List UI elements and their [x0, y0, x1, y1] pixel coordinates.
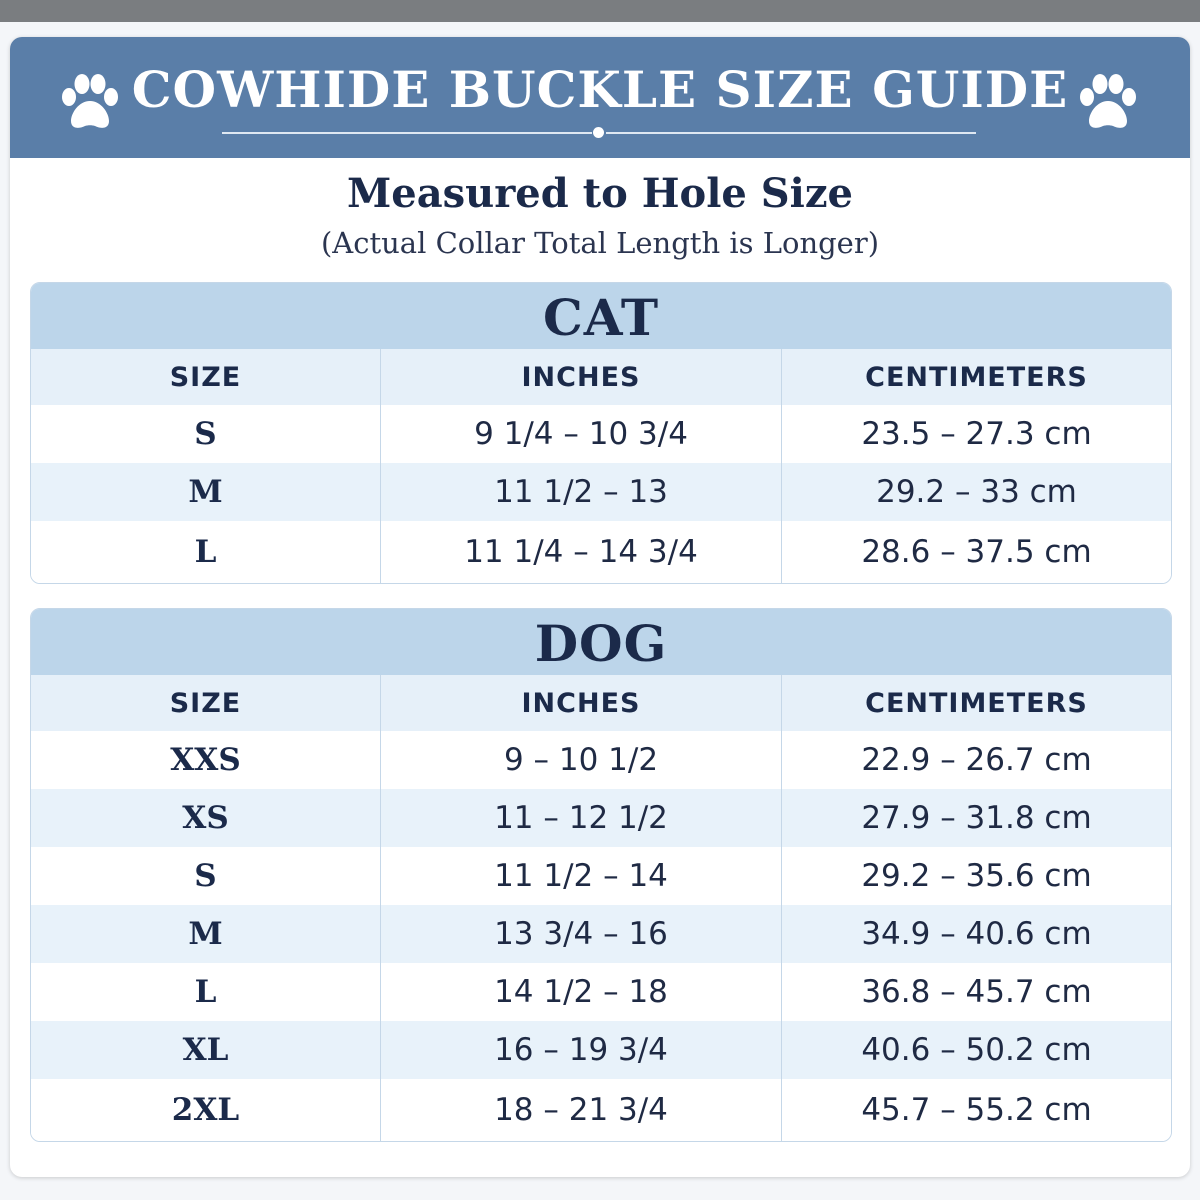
dog-section-title: DOG — [31, 609, 1171, 675]
column-header-size: SIZE — [31, 349, 381, 405]
column-header-centimeters: CENTIMETERS — [865, 361, 1088, 393]
inches-cell: 16 – 19 3/4 — [381, 1021, 782, 1079]
table-header-row — [31, 349, 1171, 405]
table-header-row — [31, 675, 1171, 731]
table-row — [31, 789, 1171, 847]
column-header-inches: INCHES — [381, 675, 782, 731]
size-cell: XS — [31, 789, 381, 847]
inches-cell: 14 1/2 – 18 — [381, 963, 782, 1021]
top-bar — [0, 0, 1200, 22]
size-cell: XL — [31, 1021, 381, 1079]
cat-section-title: CAT — [31, 283, 1171, 349]
centimeters-cell: 45.7 – 55.2 cm — [861, 1092, 1092, 1128]
centimeters-cell: 28.6 – 37.5 cm — [861, 534, 1092, 570]
table-row — [31, 1021, 1171, 1079]
table-row — [31, 405, 1171, 463]
centimeters-cell: 34.9 – 40.6 cm — [861, 916, 1092, 952]
inches-cell: 11 1/2 – 14 — [381, 847, 782, 905]
size-cell: XXS — [31, 731, 381, 789]
inches-cell: 11 1/4 – 14 3/4 — [381, 521, 782, 583]
size-cell: M — [31, 905, 381, 963]
inches-cell: 9 – 10 1/2 — [381, 731, 782, 789]
dog-size-table — [30, 608, 1172, 1142]
centimeters-cell: 29.2 – 33 cm — [876, 474, 1077, 510]
table-row — [31, 963, 1171, 1021]
page-title: COWHIDE BUCKLE SIZE GUIDE — [131, 60, 1069, 119]
size-cell: L — [31, 963, 381, 1021]
centimeters-cell: 36.8 – 45.7 cm — [861, 974, 1092, 1010]
inches-cell: 18 – 21 3/4 — [381, 1079, 782, 1141]
size-cell: L — [31, 521, 381, 583]
subtitle-note: (Actual Collar Total Length is Longer) — [320, 226, 880, 260]
column-header-size: SIZE — [31, 675, 381, 731]
table-row — [31, 731, 1171, 789]
inches-cell: 11 – 12 1/2 — [381, 789, 782, 847]
paw-icon — [1073, 67, 1143, 137]
size-guide-card — [10, 37, 1190, 1177]
centimeters-cell: 40.6 – 50.2 cm — [861, 1032, 1092, 1068]
centimeters-cell: 22.9 – 26.7 cm — [861, 742, 1092, 778]
header-banner — [10, 37, 1190, 158]
cat-size-table — [30, 282, 1172, 584]
subtitle: Measured to Hole Size — [346, 170, 854, 217]
size-cell: S — [31, 405, 381, 463]
inches-cell: 13 3/4 – 16 — [381, 905, 782, 963]
size-cell: M — [31, 463, 381, 521]
table-row — [31, 463, 1171, 521]
title-divider-right — [606, 132, 976, 134]
table-row — [31, 521, 1171, 583]
table-row — [31, 847, 1171, 905]
column-header-inches: INCHES — [381, 349, 782, 405]
inches-cell: 11 1/2 – 13 — [381, 463, 782, 521]
table-row — [31, 905, 1171, 963]
column-header-centimeters: CENTIMETERS — [865, 687, 1088, 719]
size-cell: S — [31, 847, 381, 905]
centimeters-cell: 27.9 – 31.8 cm — [861, 800, 1092, 836]
title-divider-dot — [593, 127, 604, 138]
centimeters-cell: 29.2 – 35.6 cm — [861, 858, 1092, 894]
centimeters-cell: 23.5 – 27.3 cm — [861, 416, 1092, 452]
size-cell: 2XL — [31, 1079, 381, 1141]
title-divider-left — [222, 132, 592, 134]
table-row — [31, 1079, 1171, 1141]
inches-cell: 9 1/4 – 10 3/4 — [381, 405, 782, 463]
